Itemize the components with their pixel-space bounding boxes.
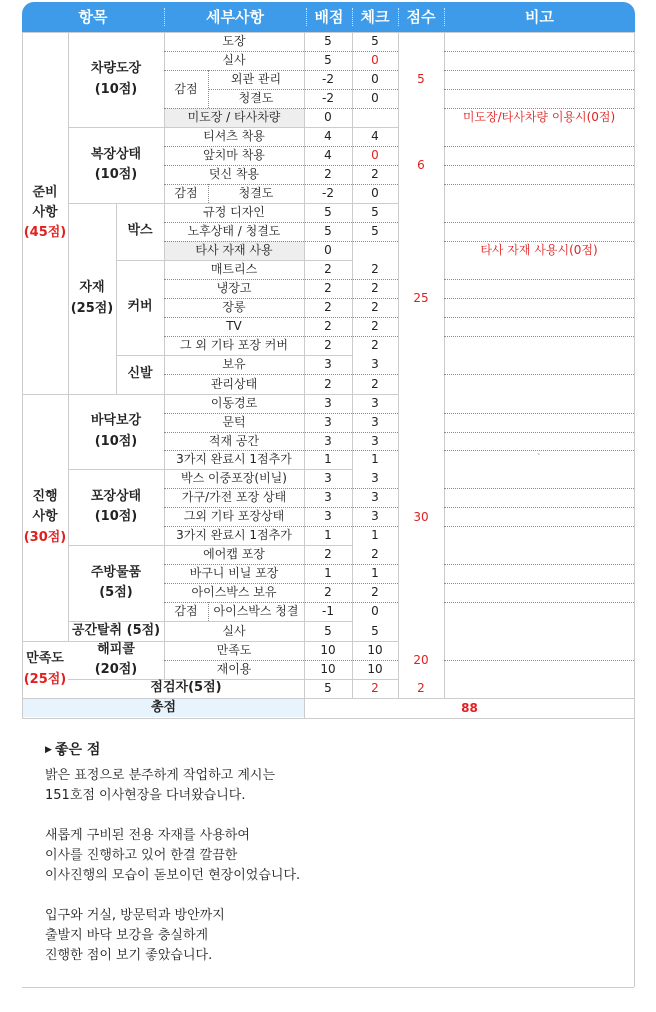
category-satisfaction-points: (25점) <box>23 671 67 687</box>
score-uniform: 6 <box>417 157 425 172</box>
row-check: 2 <box>371 167 379 181</box>
row-max: 5 <box>324 623 332 638</box>
row-max: 2 <box>324 376 332 391</box>
row-check: 2 <box>371 547 379 561</box>
group-floor: 바닥보강 (10점) <box>90 413 142 449</box>
row-max: -1 <box>322 604 334 618</box>
row-detail: 아이스박스 청결 <box>213 604 299 618</box>
row-check <box>352 241 398 260</box>
header-score: 점수 <box>406 8 436 26</box>
row-check: 2 <box>371 319 379 333</box>
category-prep-label: 준비 사항 <box>32 184 58 220</box>
total-value: 88 <box>461 700 478 715</box>
subgroup-cover: 커버 <box>127 299 153 315</box>
deduct-label: 감점 <box>174 81 198 96</box>
row-detail: 관리상태 <box>210 376 258 391</box>
comment-section <box>45 740 605 986</box>
row-check: 2 <box>371 338 379 352</box>
row-detail: 바구니 비닐 포장 <box>189 566 279 580</box>
row-check: 0 <box>371 148 379 162</box>
comment-paragraph: 입구와 거실, 방문턱과 방안까지 출발지 바닥 보강을 충실하게 진행한 점이 보기 좋았습니다. <box>45 908 225 963</box>
stray-mark: ` <box>536 453 542 465</box>
row-detail: 실사 <box>222 623 246 638</box>
row-max: 3 <box>324 396 332 410</box>
category-satisfaction-label: 만족도 <box>26 651 64 667</box>
row-check: 0 <box>371 72 379 86</box>
comment-title <box>45 740 605 760</box>
row-check: 2 <box>371 585 379 599</box>
row-check: 1 <box>371 528 379 542</box>
group-space: 공간탈취 (5점) <box>71 622 161 638</box>
row-max: 5 <box>324 205 332 219</box>
row-check: 5 <box>371 623 379 638</box>
row-max: 1 <box>324 528 332 542</box>
row-check <box>352 108 398 127</box>
row-check: 1 <box>371 452 379 466</box>
row-check: 5 <box>371 205 379 219</box>
row-detail: 실사 <box>222 53 246 67</box>
group-material: 자재 (25점) <box>70 280 114 316</box>
row-detail: 재이용 <box>216 662 252 676</box>
row-check: 0 <box>371 53 379 67</box>
score-happycall: 20 <box>413 652 429 667</box>
row-detail: 3가지 완료시 1점추가 <box>176 528 292 542</box>
row-detail: 덧신 착용 <box>208 167 260 181</box>
header-detail: 세부사항 <box>206 8 264 26</box>
subgroup-shoes: 신발 <box>127 366 153 382</box>
row-detail: 적재 공간 <box>208 433 260 448</box>
row-max: -2 <box>322 72 334 86</box>
row-detail: 문턱 <box>222 415 246 429</box>
category-satisfaction <box>22 641 68 698</box>
row-detail: 에어캡 포장 <box>203 547 265 561</box>
row-max: -2 <box>322 186 334 200</box>
row-detail: 장롱 <box>222 300 246 314</box>
inspector-score: 2 <box>417 681 425 695</box>
row-detail: 보유 <box>222 357 246 371</box>
row-max: 5 <box>324 53 332 67</box>
score-material: 25 <box>413 291 429 305</box>
deduct-label: 감점 <box>174 604 198 618</box>
score-vehicle: 5 <box>417 72 425 86</box>
row-detail: 미도장 / 타사차량 <box>187 110 281 124</box>
row-check: 2 <box>371 376 379 391</box>
row-max: 2 <box>324 547 332 561</box>
row-check: 1 <box>371 566 379 580</box>
row-max: 3 <box>324 471 332 485</box>
row-max: 0 <box>324 110 332 124</box>
row-max: 2 <box>324 262 332 276</box>
row-detail: 청결도 <box>238 186 274 200</box>
row-check: 3 <box>371 433 379 448</box>
row-check: 3 <box>371 357 379 371</box>
row-detail: 도장 <box>222 34 246 48</box>
row-detail: 외관 관리 <box>230 72 282 86</box>
row-check: 3 <box>371 490 379 504</box>
row-max: 10 <box>320 662 336 676</box>
header-check: 체크 <box>360 8 390 26</box>
row-max: 2 <box>324 281 332 295</box>
inspector-label: 점검자(5점) <box>150 680 222 696</box>
row-check: 3 <box>371 415 379 429</box>
row-detail: 타사 자재 사용 <box>195 243 273 257</box>
row-detail: 노후상태 / 청결도 <box>187 224 281 238</box>
row-max: 4 <box>324 148 332 162</box>
row-detail: 가구/가전 포장 상태 <box>181 490 287 504</box>
group-happycall: 해피콜 (20점) <box>94 641 138 677</box>
group-kitchen: 주방물품 (5점) <box>90 564 142 600</box>
row-check: 3 <box>371 509 379 523</box>
row-detail: 박스 이중포장(비닐) <box>181 471 287 485</box>
row-detail: 티셔츠 착용 <box>203 129 265 143</box>
score-progress: 30 <box>413 510 429 524</box>
category-progress <box>22 394 68 641</box>
row-detail: 냉장고 <box>216 281 252 295</box>
row-detail: 이동경로 <box>210 396 258 410</box>
inspector-check: 2 <box>371 681 379 695</box>
total-label: 총점 <box>150 699 177 715</box>
comment-title-text: 좋은 점 <box>54 742 101 758</box>
row-detail: 앞치마 착용 <box>203 148 265 162</box>
row-check: 5 <box>371 34 379 48</box>
row-detail: TV <box>226 319 242 333</box>
row-check: 2 <box>371 262 379 276</box>
row-check: 2 <box>371 300 379 314</box>
note-vehicle: 미도장/타사차량 이용시(0점) <box>462 110 616 124</box>
row-max: 3 <box>324 433 332 448</box>
row-max: 3 <box>324 415 332 429</box>
inspector-max: 5 <box>324 681 332 695</box>
row-detail: 매트리스 <box>210 262 258 276</box>
note-material: 타사 자재 사용시(0점) <box>480 243 598 257</box>
row-check: 10 <box>367 643 383 657</box>
row-max: 2 <box>324 338 332 352</box>
row-max: 5 <box>324 34 332 48</box>
row-max: 5 <box>324 224 332 238</box>
group-packing: 포장상태 (10점) <box>90 488 142 524</box>
comment-paragraph: 밝은 표정으로 분주하게 작업하고 계시는 151호점 이사현장을 다녀왔습니다. <box>45 768 276 803</box>
row-detail: 만족도 <box>216 643 252 657</box>
row-check: 5 <box>371 224 379 238</box>
row-max: 1 <box>324 566 332 580</box>
row-max: 1 <box>324 452 332 466</box>
row-check: 0 <box>371 604 379 618</box>
table-header <box>22 2 635 32</box>
triangle-bullet-icon: ▶ <box>45 745 52 755</box>
row-check: 0 <box>371 91 379 105</box>
category-prep-points: (45점) <box>23 225 67 241</box>
header-note: 비고 <box>525 8 554 26</box>
header-item: 항목 <box>78 8 108 26</box>
subgroup-box: 박스 <box>127 223 153 239</box>
row-max: 10 <box>320 643 336 657</box>
row-check: 10 <box>367 662 383 676</box>
row-max: 0 <box>324 243 332 257</box>
row-detail: 아이스박스 보유 <box>191 585 277 599</box>
row-max: 3 <box>324 357 332 371</box>
row-max: 4 <box>324 129 332 143</box>
row-check: 2 <box>371 281 379 295</box>
group-vehicle: 차량도장 (10점) <box>90 61 142 97</box>
row-max: -2 <box>322 91 334 105</box>
row-max: 2 <box>324 300 332 314</box>
row-max: 3 <box>324 509 332 523</box>
group-uniform: 복장상태 (10점) <box>90 146 142 182</box>
comment-paragraph: 새롭게 구비된 전용 자재를 사용하여 이사를 진행하고 있어 한결 깔끔한 이사진행의 모습이 돋보이던 현장이었습니다. <box>45 828 301 883</box>
row-detail: 3가지 완료시 1점추가 <box>176 452 292 466</box>
row-max: 2 <box>324 167 332 181</box>
category-progress-label: 진행 사항 <box>32 489 58 525</box>
row-check: 3 <box>371 471 379 485</box>
row-detail: 규정 디자인 <box>203 205 265 219</box>
row-detail: 그외 기타 포장상태 <box>183 509 285 523</box>
header-max: 배점 <box>314 8 344 26</box>
row-detail: 그 외 기타 포장 커버 <box>180 338 288 352</box>
row-max: 2 <box>324 585 332 599</box>
row-check: 0 <box>371 186 379 200</box>
row-detail: 청결도 <box>238 91 274 105</box>
row-check: 4 <box>371 129 379 143</box>
deduct-label: 감점 <box>174 186 198 200</box>
category-prep <box>22 32 68 394</box>
row-max: 2 <box>324 319 332 333</box>
row-max: 3 <box>324 490 332 504</box>
category-progress-points: (30점) <box>23 529 67 545</box>
row-check: 3 <box>371 396 379 410</box>
